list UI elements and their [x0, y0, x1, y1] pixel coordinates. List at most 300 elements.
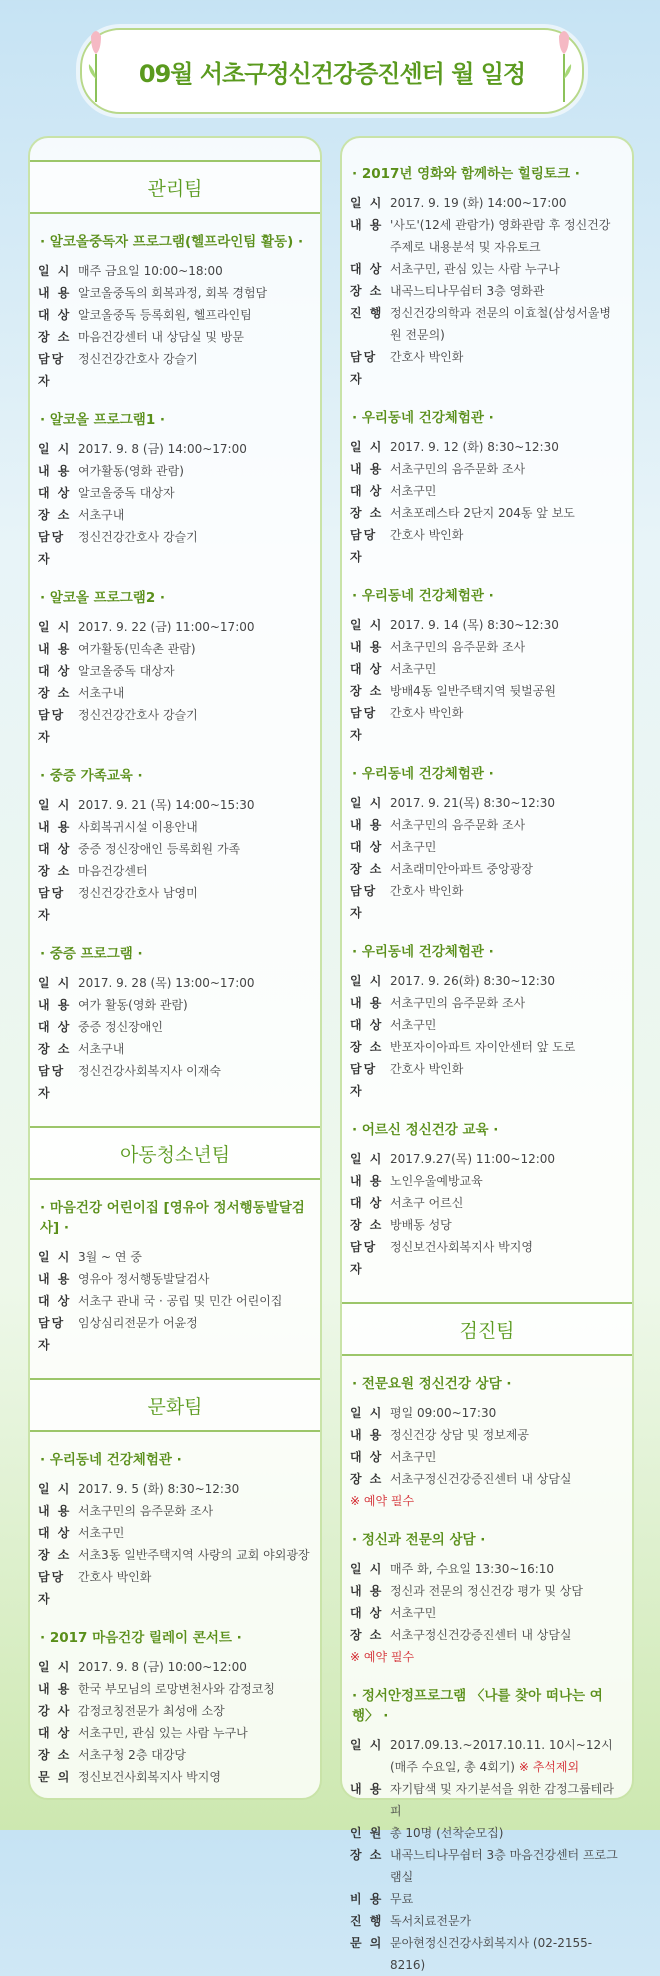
row-key: 장 소 — [38, 686, 72, 700]
row-value — [390, 636, 622, 658]
row-key: 장 소 — [350, 684, 384, 698]
team-heading: 검진팀 — [342, 1302, 632, 1356]
program-row — [38, 438, 310, 460]
row-value-text: '사도'(12세 관람가) 영화관람 후 정신건강 주제로 내용분석 및 자유토크 — [390, 218, 611, 254]
row-value — [390, 970, 622, 992]
row-value — [78, 1766, 310, 1788]
program-row — [350, 1822, 622, 1844]
row-value — [390, 1910, 622, 1932]
row-key: 내 용 — [350, 640, 384, 654]
row-value — [390, 1402, 622, 1424]
row-value-text: 2017. 9. 28 (목) 13:00~17:00 — [78, 976, 255, 990]
program-row — [38, 838, 310, 860]
row-key: 대 상 — [38, 842, 72, 856]
row-value-text: 2017. 9. 21(목) 8:30~12:30 — [390, 796, 556, 810]
row-key: 일 시 — [38, 798, 72, 812]
row-value — [78, 326, 310, 348]
reservation-note: ※ 예약 필수 — [350, 1494, 415, 1508]
program-block — [30, 1628, 320, 1788]
row-key: 내 용 — [38, 642, 72, 656]
row-value — [390, 1214, 622, 1236]
row-key: 내 용 — [38, 1272, 72, 1286]
program-row — [350, 1888, 622, 1910]
row-value — [390, 502, 622, 524]
row-value — [390, 1778, 622, 1822]
row-value — [390, 702, 622, 746]
row-value-text: 2017. 9. 19 (화) 14:00~17:00 — [390, 196, 567, 210]
row-value — [390, 1058, 622, 1102]
program-title: · 전문요원 정신건강 상담 · — [352, 1376, 512, 1392]
program-row — [350, 1236, 622, 1280]
program-row — [350, 1602, 622, 1624]
program-title: · 알코올 프로그램2 · — [40, 590, 166, 606]
row-value-text: 평일 09:00~17:30 — [390, 1406, 497, 1420]
row-value-text: 간호사 박인화 — [78, 1570, 152, 1584]
row-value — [390, 1446, 622, 1468]
row-key: 일 시 — [38, 1250, 72, 1264]
row-key: 장 소 — [350, 506, 384, 520]
program-row — [350, 214, 622, 258]
row-value-text: 마음건강센터 내 상담실 및 방문 — [78, 330, 244, 344]
row-value — [390, 680, 622, 702]
row-value — [390, 1734, 622, 1778]
row-key: 일 시 — [350, 1562, 384, 1576]
row-key: 장 소 — [38, 864, 72, 878]
row-value — [78, 1700, 310, 1722]
row-key: 내 용 — [350, 996, 384, 1010]
row-key: 대 상 — [350, 262, 384, 276]
program-row — [350, 1402, 622, 1424]
row-value-text: 2017.09.13.~2017.10.11. 10시~12시 (매주 수요일, 총 4회기) — [390, 1738, 613, 1774]
row-key: 대 상 — [350, 1196, 384, 1210]
row-value — [390, 1580, 622, 1602]
row-value — [78, 438, 310, 460]
row-key: 문 의 — [38, 1770, 72, 1784]
program-block — [342, 764, 632, 924]
program-row — [38, 638, 310, 660]
row-value — [78, 1722, 310, 1744]
row-value-text: 방배동 성당 — [390, 1218, 452, 1232]
row-value — [390, 1192, 622, 1214]
program-row — [38, 794, 310, 816]
program-title: · 정신과 전문의 상담 · — [352, 1532, 486, 1548]
row-key: 내 용 — [350, 1782, 384, 1796]
row-key: 일 시 — [38, 976, 72, 990]
program-block — [342, 408, 632, 568]
title-banner — [80, 28, 584, 114]
row-value-text: 반포자이아파트 자이안센터 앞 도로 — [390, 1040, 576, 1054]
row-key: 일 시 — [350, 1738, 384, 1752]
program-row — [350, 1734, 622, 1778]
row-key: 담당자 — [38, 886, 66, 922]
row-value-text: 서초구내 — [78, 686, 125, 700]
row-value-text: 방배4동 일반주택지역 뒷벌공원 — [390, 684, 556, 698]
row-value-text: 내곡느티나무쉼터 3층 마음건강센터 프로그램실 — [390, 1848, 618, 1884]
row-value — [78, 260, 310, 282]
row-value-text: 임상심리전문가 어윤정 — [78, 1316, 198, 1330]
program-row — [350, 1778, 622, 1822]
row-value-text: 서초구민 — [390, 1606, 437, 1620]
row-value — [390, 1624, 622, 1646]
row-key: 일 시 — [350, 1152, 384, 1166]
row-key: 담당자 — [38, 1570, 66, 1606]
program-row — [38, 1678, 310, 1700]
row-value-text: 영유아 정서행동발달검사 — [78, 1272, 210, 1286]
row-key: 내 용 — [350, 1174, 384, 1188]
row-value-text: 여가활동(영화 관람) — [78, 464, 184, 478]
row-value — [78, 1038, 310, 1060]
row-key: 대 상 — [38, 664, 72, 678]
row-value — [78, 994, 310, 1016]
row-value-text: 3월 ~ 연 중 — [78, 1250, 142, 1264]
row-key: 대 상 — [350, 1450, 384, 1464]
program-row — [38, 326, 310, 348]
row-value-text: 간호사 박인화 — [390, 1062, 464, 1076]
row-value — [390, 1602, 622, 1624]
program-row — [350, 436, 622, 458]
row-value — [390, 658, 622, 680]
team-heading: 아동청소년팀 — [30, 1126, 320, 1180]
program-row — [350, 970, 622, 992]
row-value-text: 마음건강센터 — [78, 864, 148, 878]
program-row — [38, 660, 310, 682]
row-value — [78, 1312, 310, 1356]
row-value — [390, 436, 622, 458]
row-value — [78, 1678, 310, 1700]
program-row — [38, 1522, 310, 1544]
program-row — [350, 858, 622, 880]
program-row — [350, 1624, 622, 1646]
row-value — [78, 704, 310, 748]
program-row — [38, 1544, 310, 1566]
row-key: 담당자 — [38, 1064, 66, 1100]
row-value-text: 정신건강간호사 강슬기 — [78, 530, 198, 544]
row-value-text: 서초구 관내 국 · 공립 및 민간 어린이집 — [78, 1294, 283, 1308]
row-value — [78, 1566, 310, 1610]
row-value-text: 문아현정신건강사회복지사 (02-2155-8216) — [390, 1936, 593, 1972]
row-value-text: 서초구정신건강증진센터 내 상담실 — [390, 1628, 572, 1642]
program-row — [38, 1566, 310, 1610]
program-block — [342, 1120, 632, 1280]
program-row — [350, 1910, 622, 1932]
program-row — [350, 1558, 622, 1580]
row-key: 일 시 — [38, 442, 72, 456]
row-value — [390, 614, 622, 636]
row-value — [78, 504, 310, 526]
row-value — [390, 792, 622, 814]
row-value — [78, 482, 310, 504]
row-value — [78, 860, 310, 882]
tulip-left-icon — [86, 24, 106, 104]
team-heading: 관리팀 — [30, 160, 320, 214]
row-key: 일 시 — [350, 440, 384, 454]
program-row — [38, 526, 310, 570]
left-column — [28, 136, 322, 1800]
row-value-text: 서초구민의 음주문화 조사 — [390, 996, 526, 1010]
program-title: · 정서안정프로그램 〈나를 찾아 떠나는 여행〉 · — [352, 1688, 603, 1724]
row-value-text: 2017. 9. 14 (목) 8:30~12:30 — [390, 618, 559, 632]
row-value-text: 알코올중독 대상자 — [78, 486, 175, 500]
row-value — [78, 1290, 310, 1312]
program-row — [350, 880, 622, 924]
row-value — [78, 282, 310, 304]
row-value-text: 정신보건사회복지사 박지영 — [390, 1240, 533, 1254]
row-key: 진 행 — [350, 306, 384, 320]
row-value-text: 노인우울예방교육 — [390, 1174, 483, 1188]
row-value — [78, 348, 310, 392]
row-value — [78, 1522, 310, 1544]
row-value-text: 서초구민, 관심 있는 사람 누구나 — [390, 262, 560, 276]
row-key: 장 소 — [350, 1848, 384, 1862]
row-value — [78, 882, 310, 926]
program-row — [350, 192, 622, 214]
row-value-text: 서초구내 — [78, 1042, 125, 1056]
program-title: · 우리동네 건강체험관 · — [352, 766, 494, 782]
program-row — [350, 346, 622, 390]
program-row — [350, 1148, 622, 1170]
row-value-text: 서초구민의 음주문화 조사 — [390, 640, 526, 654]
program-row — [38, 1268, 310, 1290]
row-value — [390, 880, 622, 924]
row-value — [78, 1246, 310, 1268]
row-value-text: 2017. 9. 8 (금) 14:00~17:00 — [78, 442, 247, 456]
row-value — [390, 1036, 622, 1058]
program-row — [38, 1478, 310, 1500]
program-row — [38, 682, 310, 704]
row-key: 일 시 — [350, 1406, 384, 1420]
program-row — [38, 1312, 310, 1356]
row-key: 담당자 — [350, 528, 378, 564]
row-key: 내 용 — [38, 998, 72, 1012]
row-value — [390, 1822, 622, 1844]
row-value-text: 2017. 9. 5 (화) 8:30~12:30 — [78, 1482, 240, 1496]
program-row — [350, 836, 622, 858]
row-key: 대 상 — [350, 1018, 384, 1032]
row-value — [390, 192, 622, 214]
row-value — [390, 1932, 622, 1976]
program-row — [350, 458, 622, 480]
row-value-text: 알코올중독 등록회원, 헬프라인팀 — [78, 308, 252, 322]
row-value-text: 정신건강사회복지사 이재숙 — [78, 1064, 221, 1078]
program-row — [38, 304, 310, 326]
program-row — [38, 994, 310, 1016]
row-key: 대 상 — [350, 1606, 384, 1620]
row-value-text: 감정코칭전문가 최성애 소장 — [78, 1704, 225, 1718]
program-row — [38, 1246, 310, 1268]
program-row — [38, 504, 310, 526]
program-row — [38, 260, 310, 282]
team-heading: 문화팀 — [30, 1378, 320, 1432]
program-row — [38, 1290, 310, 1312]
program-row — [350, 814, 622, 836]
program-block — [30, 232, 320, 392]
program-row — [350, 480, 622, 502]
program-title: · 우리동네 건강체험관 · — [40, 1452, 182, 1468]
row-key: 내 용 — [350, 1428, 384, 1442]
row-value-text: 중증 정신장애인 — [78, 1020, 163, 1034]
row-value-text: 2017. 9. 22 (금) 11:00~17:00 — [78, 620, 255, 634]
row-value — [390, 1236, 622, 1280]
row-value-text: 서초구민 — [390, 484, 437, 498]
program-row — [350, 1214, 622, 1236]
program-row — [350, 658, 622, 680]
program-block — [342, 1686, 632, 1976]
row-key: 인 원 — [350, 1826, 384, 1840]
row-value-text: 여가활동(민속촌 관람) — [78, 642, 196, 656]
row-value-text: 2017.9.27(목) 11:00~12:00 — [390, 1152, 556, 1166]
row-key: 장 소 — [350, 1472, 384, 1486]
program-row — [38, 460, 310, 482]
program-row — [38, 1656, 310, 1678]
program-row — [350, 702, 622, 746]
program-block — [30, 588, 320, 748]
row-key: 비 용 — [350, 1892, 384, 1906]
row-value-text: 독서치료전문가 — [390, 1914, 472, 1928]
row-key: 내 용 — [350, 462, 384, 476]
row-value-text: 서초구민의 음주문화 조사 — [390, 818, 526, 832]
program-block — [30, 1198, 320, 1356]
row-value — [390, 992, 622, 1014]
program-block — [342, 942, 632, 1102]
row-value-text: 서초구민 — [390, 1450, 437, 1464]
row-value-text: 서초구내 — [78, 508, 125, 522]
row-value-text: 알코올중독 대상자 — [78, 664, 175, 678]
program-title: · 중증 프로그램 · — [40, 946, 143, 962]
row-value-text: 서초구민 — [390, 662, 437, 676]
program-row — [38, 972, 310, 994]
row-key: 대 상 — [38, 1294, 72, 1308]
row-key: 담당자 — [38, 352, 66, 388]
right-column — [340, 136, 634, 1972]
program-title: · 우리동네 건강체험관 · — [352, 944, 494, 960]
row-value — [78, 1744, 310, 1766]
row-key: 일 시 — [38, 264, 72, 278]
row-value-text: 한국 부모님의 로망변천사와 감정코칭 — [78, 1682, 275, 1696]
program-row — [350, 636, 622, 658]
row-value-text: 무료 — [390, 1892, 414, 1906]
row-value — [390, 458, 622, 480]
program-title: · 우리동네 건강체험관 · — [352, 410, 494, 426]
row-value — [78, 1478, 310, 1500]
row-value — [390, 280, 622, 302]
row-value — [78, 794, 310, 816]
row-value — [78, 1016, 310, 1038]
row-value — [390, 1558, 622, 1580]
program-row — [38, 616, 310, 638]
program-row — [350, 1192, 622, 1214]
row-value-text: 간호사 박인화 — [390, 528, 464, 542]
row-key: 장 소 — [38, 330, 72, 344]
program-title: · 마음건강 어린이집 [영유아 정서행동발달검사] · — [40, 1200, 305, 1236]
row-value-text: 서초구민의 음주문화 조사 — [78, 1504, 214, 1518]
row-value — [78, 616, 310, 638]
program-row — [350, 1468, 622, 1490]
program-title: · 알코올 프로그램1 · — [40, 412, 166, 428]
program-row — [38, 348, 310, 392]
reservation-note: ※ 예약 필수 — [350, 1650, 415, 1664]
row-value — [390, 1424, 622, 1446]
row-value-text: 정신과 전문의 정신건강 평가 및 상담 — [390, 1584, 583, 1598]
row-key: 일 시 — [350, 618, 384, 632]
row-key: 장 소 — [350, 284, 384, 298]
row-key: 담당자 — [350, 1240, 378, 1276]
row-value — [78, 526, 310, 570]
row-value-text: 간호사 박인화 — [390, 884, 464, 898]
row-value — [78, 1544, 310, 1566]
row-key: 대 상 — [38, 1020, 72, 1034]
program-block — [342, 164, 632, 390]
row-key: 장 소 — [350, 862, 384, 876]
row-key: 일 시 — [38, 1660, 72, 1674]
row-value-text: 서초3동 일반주택지역 사랑의 교회 야외광장 — [78, 1548, 310, 1562]
row-key: 일 시 — [350, 974, 384, 988]
program-row — [350, 1170, 622, 1192]
row-value-text: 서초래미안아파트 중앙광장 — [390, 862, 533, 876]
row-key: 담당자 — [350, 706, 378, 742]
program-row — [38, 1016, 310, 1038]
row-value-text: 중증 정신장애인 등록회원 가족 — [78, 842, 241, 856]
row-key: 담당자 — [38, 1316, 66, 1352]
row-key: 문 의 — [350, 1936, 384, 1950]
row-value — [78, 972, 310, 994]
row-value — [390, 1148, 622, 1170]
row-value-text: 총 10명 (선착순모집) — [390, 1826, 504, 1840]
program-row — [38, 282, 310, 304]
row-value-text: 자기탐색 및 자기분석을 위한 감정그룹테라피 — [390, 1782, 614, 1818]
row-key: 내 용 — [350, 818, 384, 832]
page-title: 09월 서초구정신건강증진센터 월 일정 — [138, 59, 526, 88]
row-value — [78, 638, 310, 660]
program-row — [350, 258, 622, 280]
row-value-text: 서초구정신건강증진센터 내 상담실 — [390, 1472, 572, 1486]
program-block — [30, 766, 320, 926]
row-key: 일 시 — [38, 620, 72, 634]
row-value — [78, 838, 310, 860]
program-row — [38, 482, 310, 504]
row-value-text: 서초구민 — [390, 1018, 437, 1032]
row-value-text: 서초구민 — [390, 840, 437, 854]
program-title: · 알코올중독자 프로그램(헬프라인팀 활동) · — [40, 234, 304, 250]
row-value-text: 서초구 어르신 — [390, 1196, 464, 1210]
program-row — [38, 1060, 310, 1104]
program-row — [38, 1744, 310, 1766]
row-key: 대 상 — [350, 840, 384, 854]
program-block — [342, 1530, 632, 1668]
program-row — [350, 524, 622, 568]
program-row — [350, 792, 622, 814]
row-value-text: 매주 금요일 10:00~18:00 — [78, 264, 223, 278]
row-value-text: 간호사 박인화 — [390, 706, 464, 720]
program-row — [350, 614, 622, 636]
program-block — [30, 1450, 320, 1610]
row-key: 내 용 — [38, 820, 72, 834]
row-value — [390, 858, 622, 880]
row-value — [78, 1500, 310, 1522]
row-value-text: 매주 화, 수요일 13:30~16:10 — [390, 1562, 555, 1576]
program-title: · 2017 마음건강 릴레이 콘서트 · — [40, 1630, 242, 1646]
program-row — [350, 1424, 622, 1446]
row-value — [78, 1656, 310, 1678]
row-value — [390, 1844, 622, 1888]
row-value — [78, 304, 310, 326]
row-key: 담당자 — [350, 884, 378, 920]
row-value-text: 사회복귀시설 이용안내 — [78, 820, 198, 834]
program-row — [38, 704, 310, 748]
program-block — [30, 410, 320, 570]
row-value-text: 서초구민 — [78, 1526, 125, 1540]
row-value — [390, 258, 622, 280]
program-row — [38, 816, 310, 838]
